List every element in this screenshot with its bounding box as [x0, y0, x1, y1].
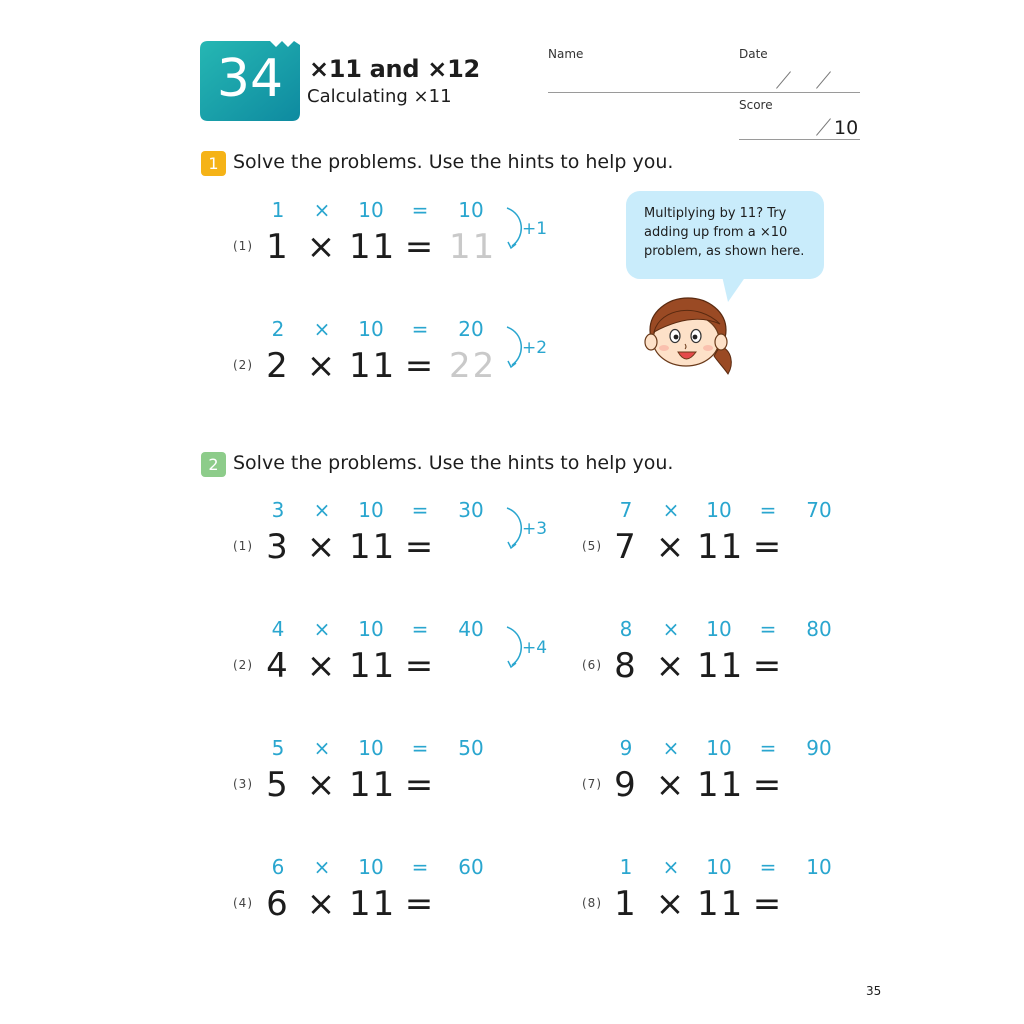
- hint-operator: ×: [662, 736, 680, 760]
- hint-operator: ×: [313, 498, 331, 522]
- main-term: 11: [349, 884, 397, 924]
- main-equals: =: [752, 884, 784, 924]
- hint-result: 50: [458, 736, 484, 760]
- hint-operator: ×: [313, 317, 331, 341]
- hint-operator: ×: [662, 617, 680, 641]
- problem-label: (1): [233, 239, 253, 253]
- unit-number-badge: [200, 41, 300, 121]
- main-operator: ×: [306, 646, 338, 686]
- problem-label: (1): [233, 539, 253, 553]
- hint-increment: +3: [522, 519, 548, 539]
- answer-blank[interactable]: [450, 768, 496, 804]
- hint-term: 4: [271, 617, 285, 641]
- main-term: 9: [614, 765, 638, 805]
- main-term: 11: [349, 646, 397, 686]
- answer-blank[interactable]: [798, 649, 844, 685]
- hint-result: 10: [458, 198, 484, 222]
- main-equals: =: [752, 646, 784, 686]
- hint-term: 8: [619, 617, 633, 641]
- problem-label: (2): [233, 358, 253, 372]
- section-1-badge: 1: [201, 151, 226, 176]
- page-subtitle: Calculating ×11: [307, 86, 452, 107]
- girl-character-icon: [640, 296, 740, 378]
- main-term: 11: [349, 765, 397, 805]
- hint-term: 10: [358, 498, 384, 522]
- hint-operator: ×: [662, 855, 680, 879]
- main-operator: ×: [655, 527, 687, 567]
- main-term: 1: [266, 227, 290, 267]
- problem-label: (8): [582, 896, 602, 910]
- hint-result: 20: [458, 317, 484, 341]
- hint-result: 30: [458, 498, 484, 522]
- answer-example: 22: [449, 346, 497, 386]
- main-operator: ×: [306, 765, 338, 805]
- hint-term: 10: [706, 617, 732, 641]
- main-term: 11: [349, 527, 397, 567]
- hint-term: 3: [271, 498, 285, 522]
- hint-result: 10: [806, 855, 832, 879]
- hint-term: 10: [358, 617, 384, 641]
- main-term: 7: [614, 527, 638, 567]
- main-equals: =: [404, 646, 436, 686]
- main-term: 11: [697, 765, 745, 805]
- main-term: 8: [614, 646, 638, 686]
- main-operator: ×: [655, 884, 687, 924]
- hint-increment: +2: [522, 338, 548, 358]
- main-term: 4: [266, 646, 290, 686]
- page-title: ×11 and ×12: [309, 55, 480, 83]
- main-operator: ×: [655, 765, 687, 805]
- section-2-instruction: Solve the problems. Use the hints to help you.: [233, 452, 674, 474]
- hint-term: 10: [358, 855, 384, 879]
- hint-equals: =: [411, 617, 429, 641]
- main-equals: =: [404, 884, 436, 924]
- main-equals: =: [752, 527, 784, 567]
- main-operator: ×: [306, 527, 338, 567]
- main-term: 11: [697, 527, 745, 567]
- page-number: 35: [866, 984, 882, 998]
- hint-term: 2: [271, 317, 285, 341]
- section-2-badge: 2: [201, 452, 226, 477]
- main-operator: ×: [306, 227, 338, 267]
- answer-blank[interactable]: [798, 530, 844, 566]
- hint-operator: ×: [313, 855, 331, 879]
- hint-result: 90: [806, 736, 832, 760]
- hint-term: 1: [271, 198, 285, 222]
- hint-equals: =: [411, 736, 429, 760]
- hint-operator: ×: [313, 198, 331, 222]
- bubble-line: adding up from a ×10: [644, 225, 788, 240]
- hint-result: 70: [806, 498, 832, 522]
- bubble-line: problem, as shown here.: [644, 244, 805, 259]
- hint-equals: =: [411, 317, 429, 341]
- main-term: 6: [266, 884, 290, 924]
- answer-blank[interactable]: [450, 530, 496, 566]
- main-term: 11: [349, 346, 397, 386]
- section-1-instruction: Solve the problems. Use the hints to help you.: [233, 151, 674, 173]
- main-term: 5: [266, 765, 290, 805]
- answer-blank[interactable]: [798, 887, 844, 923]
- score-max: 10: [834, 117, 859, 139]
- main-term: 3: [266, 527, 290, 567]
- bubble-line: Multiplying by 11? Try: [644, 206, 787, 221]
- date-slash-2: [816, 71, 831, 88]
- date-label: Date: [739, 47, 768, 61]
- hint-term: 10: [358, 317, 384, 341]
- hint-term: 6: [271, 855, 285, 879]
- hint-term: 7: [619, 498, 633, 522]
- hint-equals: =: [759, 498, 777, 522]
- hint-term: 10: [706, 855, 732, 879]
- problem-label: (4): [233, 896, 253, 910]
- hint-result: 40: [458, 617, 484, 641]
- main-term: 2: [266, 346, 290, 386]
- main-term: 1: [614, 884, 638, 924]
- main-equals: =: [404, 527, 436, 567]
- hint-term: 10: [358, 198, 384, 222]
- problem-label: (5): [582, 539, 602, 553]
- main-equals: =: [404, 227, 436, 267]
- hint-operator: ×: [313, 617, 331, 641]
- answer-example: 11: [449, 227, 497, 267]
- hint-result: 80: [806, 617, 832, 641]
- answer-blank[interactable]: [450, 887, 496, 923]
- hint-equals: =: [759, 855, 777, 879]
- score-line[interactable]: [739, 139, 860, 140]
- hint-equals: =: [759, 736, 777, 760]
- answer-blank[interactable]: [450, 649, 496, 685]
- hint-term: 10: [706, 498, 732, 522]
- score-slash: [816, 118, 831, 135]
- hint-term: 10: [706, 736, 732, 760]
- main-term: 11: [697, 646, 745, 686]
- main-term: 11: [349, 227, 397, 267]
- main-term: 11: [697, 884, 745, 924]
- date-slash-1: [776, 71, 791, 88]
- speech-bubble: [626, 191, 824, 279]
- hint-term: 1: [619, 855, 633, 879]
- hint-increment: +4: [522, 638, 548, 658]
- main-operator: ×: [306, 346, 338, 386]
- hint-equals: =: [411, 198, 429, 222]
- hint-increment: +1: [522, 219, 548, 239]
- problem-label: (7): [582, 777, 602, 791]
- name-label: Name: [548, 47, 584, 61]
- main-equals: =: [752, 765, 784, 805]
- score-label: Score: [739, 98, 773, 112]
- hint-term: 10: [358, 736, 384, 760]
- hint-operator: ×: [662, 498, 680, 522]
- hint-equals: =: [411, 855, 429, 879]
- main-operator: ×: [306, 884, 338, 924]
- hint-equals: =: [759, 617, 777, 641]
- hint-result: 60: [458, 855, 484, 879]
- hint-equals: =: [411, 498, 429, 522]
- unit-number: 34: [216, 49, 284, 109]
- problem-label: (6): [582, 658, 602, 672]
- main-equals: =: [404, 346, 436, 386]
- main-operator: ×: [655, 646, 687, 686]
- answer-blank[interactable]: [798, 768, 844, 804]
- name-date-line[interactable]: [548, 92, 860, 93]
- hint-operator: ×: [313, 736, 331, 760]
- main-equals: =: [404, 765, 436, 805]
- hint-term: 9: [619, 736, 633, 760]
- problem-label: (2): [233, 658, 253, 672]
- problem-label: (3): [233, 777, 253, 791]
- hint-term: 5: [271, 736, 285, 760]
